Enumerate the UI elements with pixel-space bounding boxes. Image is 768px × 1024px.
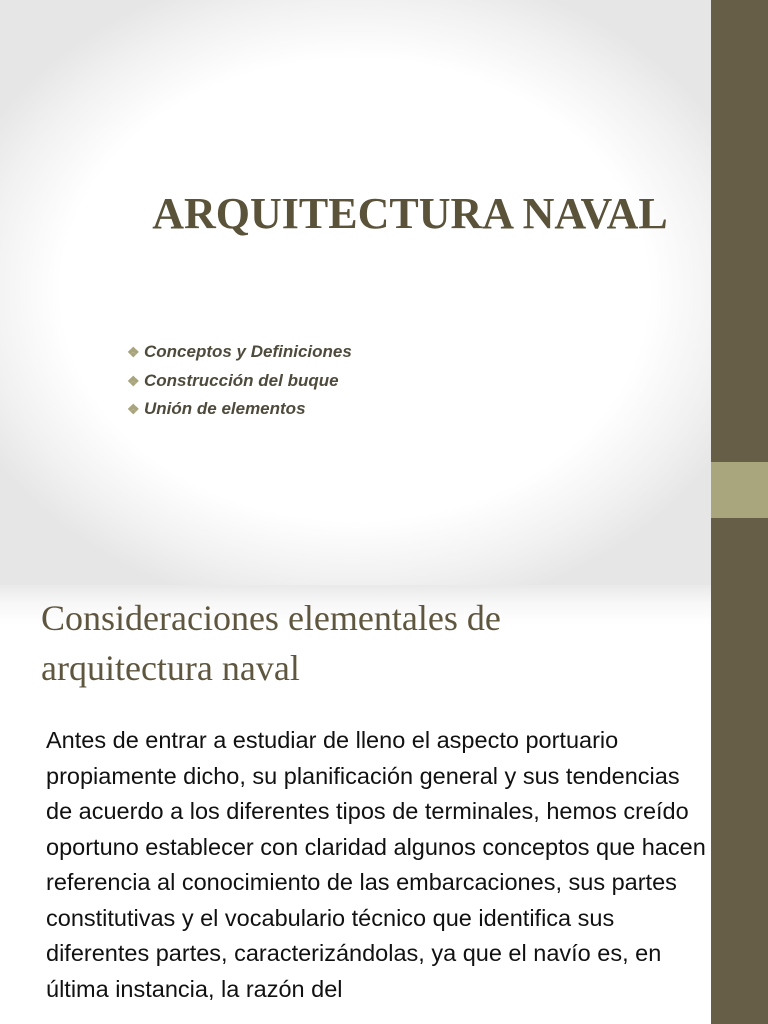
topic-list — [127, 338, 352, 424]
slide-title: ARQUITECTURA NAVAL — [152, 189, 668, 238]
section-heading: Consideraciones elementales de arquitectura naval — [41, 598, 501, 688]
topic-label: Construcción del buque — [144, 370, 339, 390]
topic-label: Unión de elementos — [144, 399, 306, 418]
diamond-bullet-icon: ❖ — [127, 372, 140, 389]
content-slide — [0, 585, 768, 1024]
diamond-bullet-icon: ❖ — [127, 344, 140, 360]
topic-item — [127, 338, 352, 367]
topic-item — [127, 395, 352, 424]
topic-label: Conceptos y Definiciones — [144, 342, 352, 361]
topic-item — [127, 367, 352, 396]
sidebar-accent-block — [711, 462, 768, 518]
body-paragraph: Antes de entrar a estudiar de lleno el aspecto portuario propiamente dicho, su planificación general y sus tendencias de acuerdo a los diferentes tipos de terminales, hemos creído oportuno establecer con claridad algunos conceptos que hacen referencia al conocimiento de las embarcaciones, sus partes constitutivas y el vocabulario técnico que identifica sus diferentes partes, caracterizándolas, ya que el navío es, en última instancia, la razón del — [46, 727, 706, 1002]
diamond-bullet-icon: ❖ — [127, 401, 140, 417]
